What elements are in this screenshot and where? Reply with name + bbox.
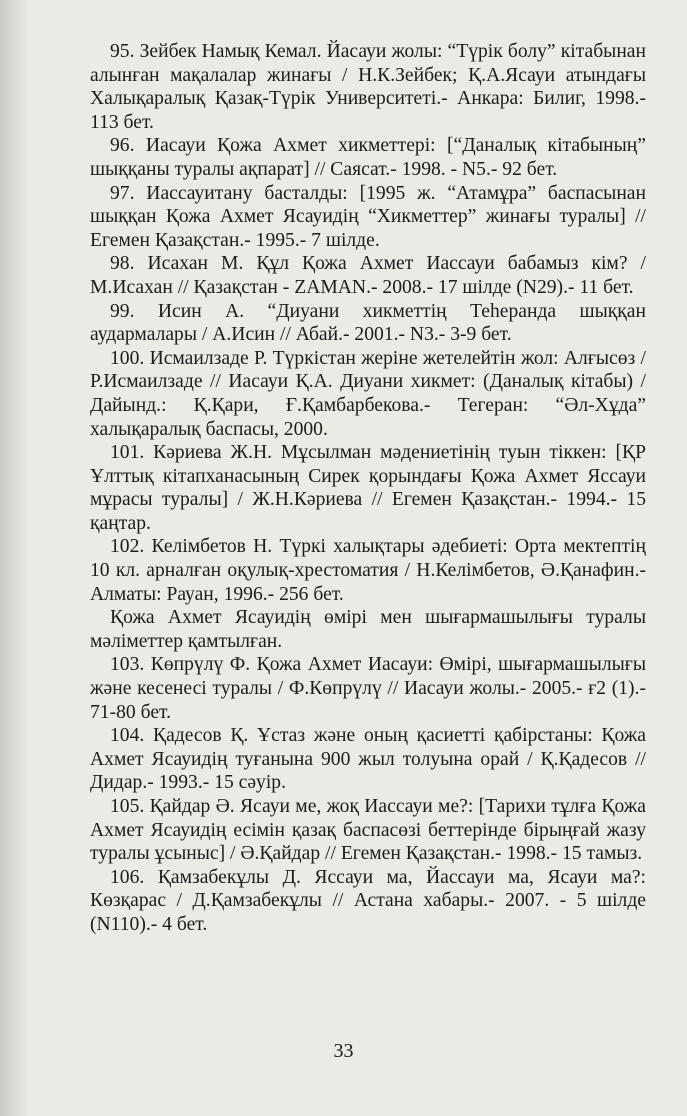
entry-97: 97. Иассауитану басталды: [1995 ж. “Атамұра” баспасынан шыққан Қожа Ахмет Ясауидің “Хикметтер” жинағы туралы] // Егемен Қазақстан.- 1995.- 7 шілде. [90,182,646,251]
entry-105: 105. Қайдар Ә. Ясауи ме, жоқ Иассауи ме?: [Тарихи тұлға Қожа Ахмет Ясауидің есімін қазақ баспасөзі беттерінде бірыңғай жазу туралы ұсыныс] / Ә.Қайдар // Егемен Қазақстан.- 1998.- 15 тамыз. [90,796,646,865]
entry-98: 98. Исахан М. Құл Қожа Ахмет Иассауи бабамыз кім? / М.Исахан // Қазақстан - ZAMAN.- 2008.- 17 шілде (N29).- 11 бет. [90,253,646,298]
entry-99: 99. Исин А. “Диуани хикметтің Теһеранда шыққан аудармалары / А.Исин // Абай.- 2001.- N3.- 3-9 бет. [90,300,646,346]
entry-96: 96. Иасауи Қожа Ахмет хикметтері: [“Даналық кітабының” шыққаны туралы ақпарат] // Саясат.- 1998. - N5.- 92 бет. [90,135,646,180]
entry-103: 103. Көпрүлү Ф. Қожа Ахмет Иасауи: Өмірі, шығармашылығы және кесенесі туралы / Ф.Көпрүлү // Иасауи жолы.- 2005.- ғ2 (1).- 71-80 бет. [90,654,646,723]
entry-104: 104. Қадесов Қ. Ұстаз және оның қасиетті қабірстаны: Қожа Ахмет Ясауидің туғанына 900 жыл толуына орай / Қ.Қадесов // Дидар.- 1993.- 15 сәуір. [90,725,646,794]
entry-100: 100. Исмаилзаде Р. Түркістан жеріне жетелейтін жол: Алғысөз / Р.Исмаилзаде // Иасауи Қ.А. Диуани хикмет: (Даналық кітабы) / Дайынд.: Қ.Қари, Ғ.Қамбарбекова.- Тегеран: “Әл-Хұда” халықаралық баспасы, 2000. [90,347,646,440]
page-number: 33 [333,1040,354,1062]
bibliography-list [90,40,646,937]
entry-102: 102. Келімбетов Н. Түркі халықтары әдебиеті: Орта мектептің 10 кл. арналған оқулық-хрестоматия / Н.Келімбетов, Ә.Қанафин.- Алматы: Рауан, 1996.- 256 бет. [90,536,646,605]
entry-102-annotation: Қожа Ахмет Ясауидің өмірі мен шығармашылығы туралы мәліметтер қамтылған. [90,607,646,652]
entry-106: 106. Қамзабекұлы Д. Яссауи ма, Йассауи ма, Ясауи ма?: Көзқарас / Д.Қамзабекұлы // Астана хабары.- 2007. - 5 шілде (N110).- 4 бет. [90,866,646,935]
entry-101: 101. Кәриева Ж.Н. Мұсылман мәдениетінің туын тіккен: [ҚР Ұлттық кітапханасының Сирек қорындағы Қожа Ахмет Яссауи мұрасы туралы] / Ж.Н.Кәриева // Егемен Қазақстан.- 1994.- 15 қаңтар. [90,442,646,534]
entry-95: 95. Зейбек Намық Кемал. Йасауи жолы: “Түрік болу” кітабынан алынған мақалалар жинағы / Н.К.Зейбек; Қ.А.Ясауи атындағы Халықаралық Қазақ-Түрік Университеті.- Анкара: Билиг, 1998.- 113 бет. [90,41,646,133]
page-edge-shadow [0,0,30,1116]
